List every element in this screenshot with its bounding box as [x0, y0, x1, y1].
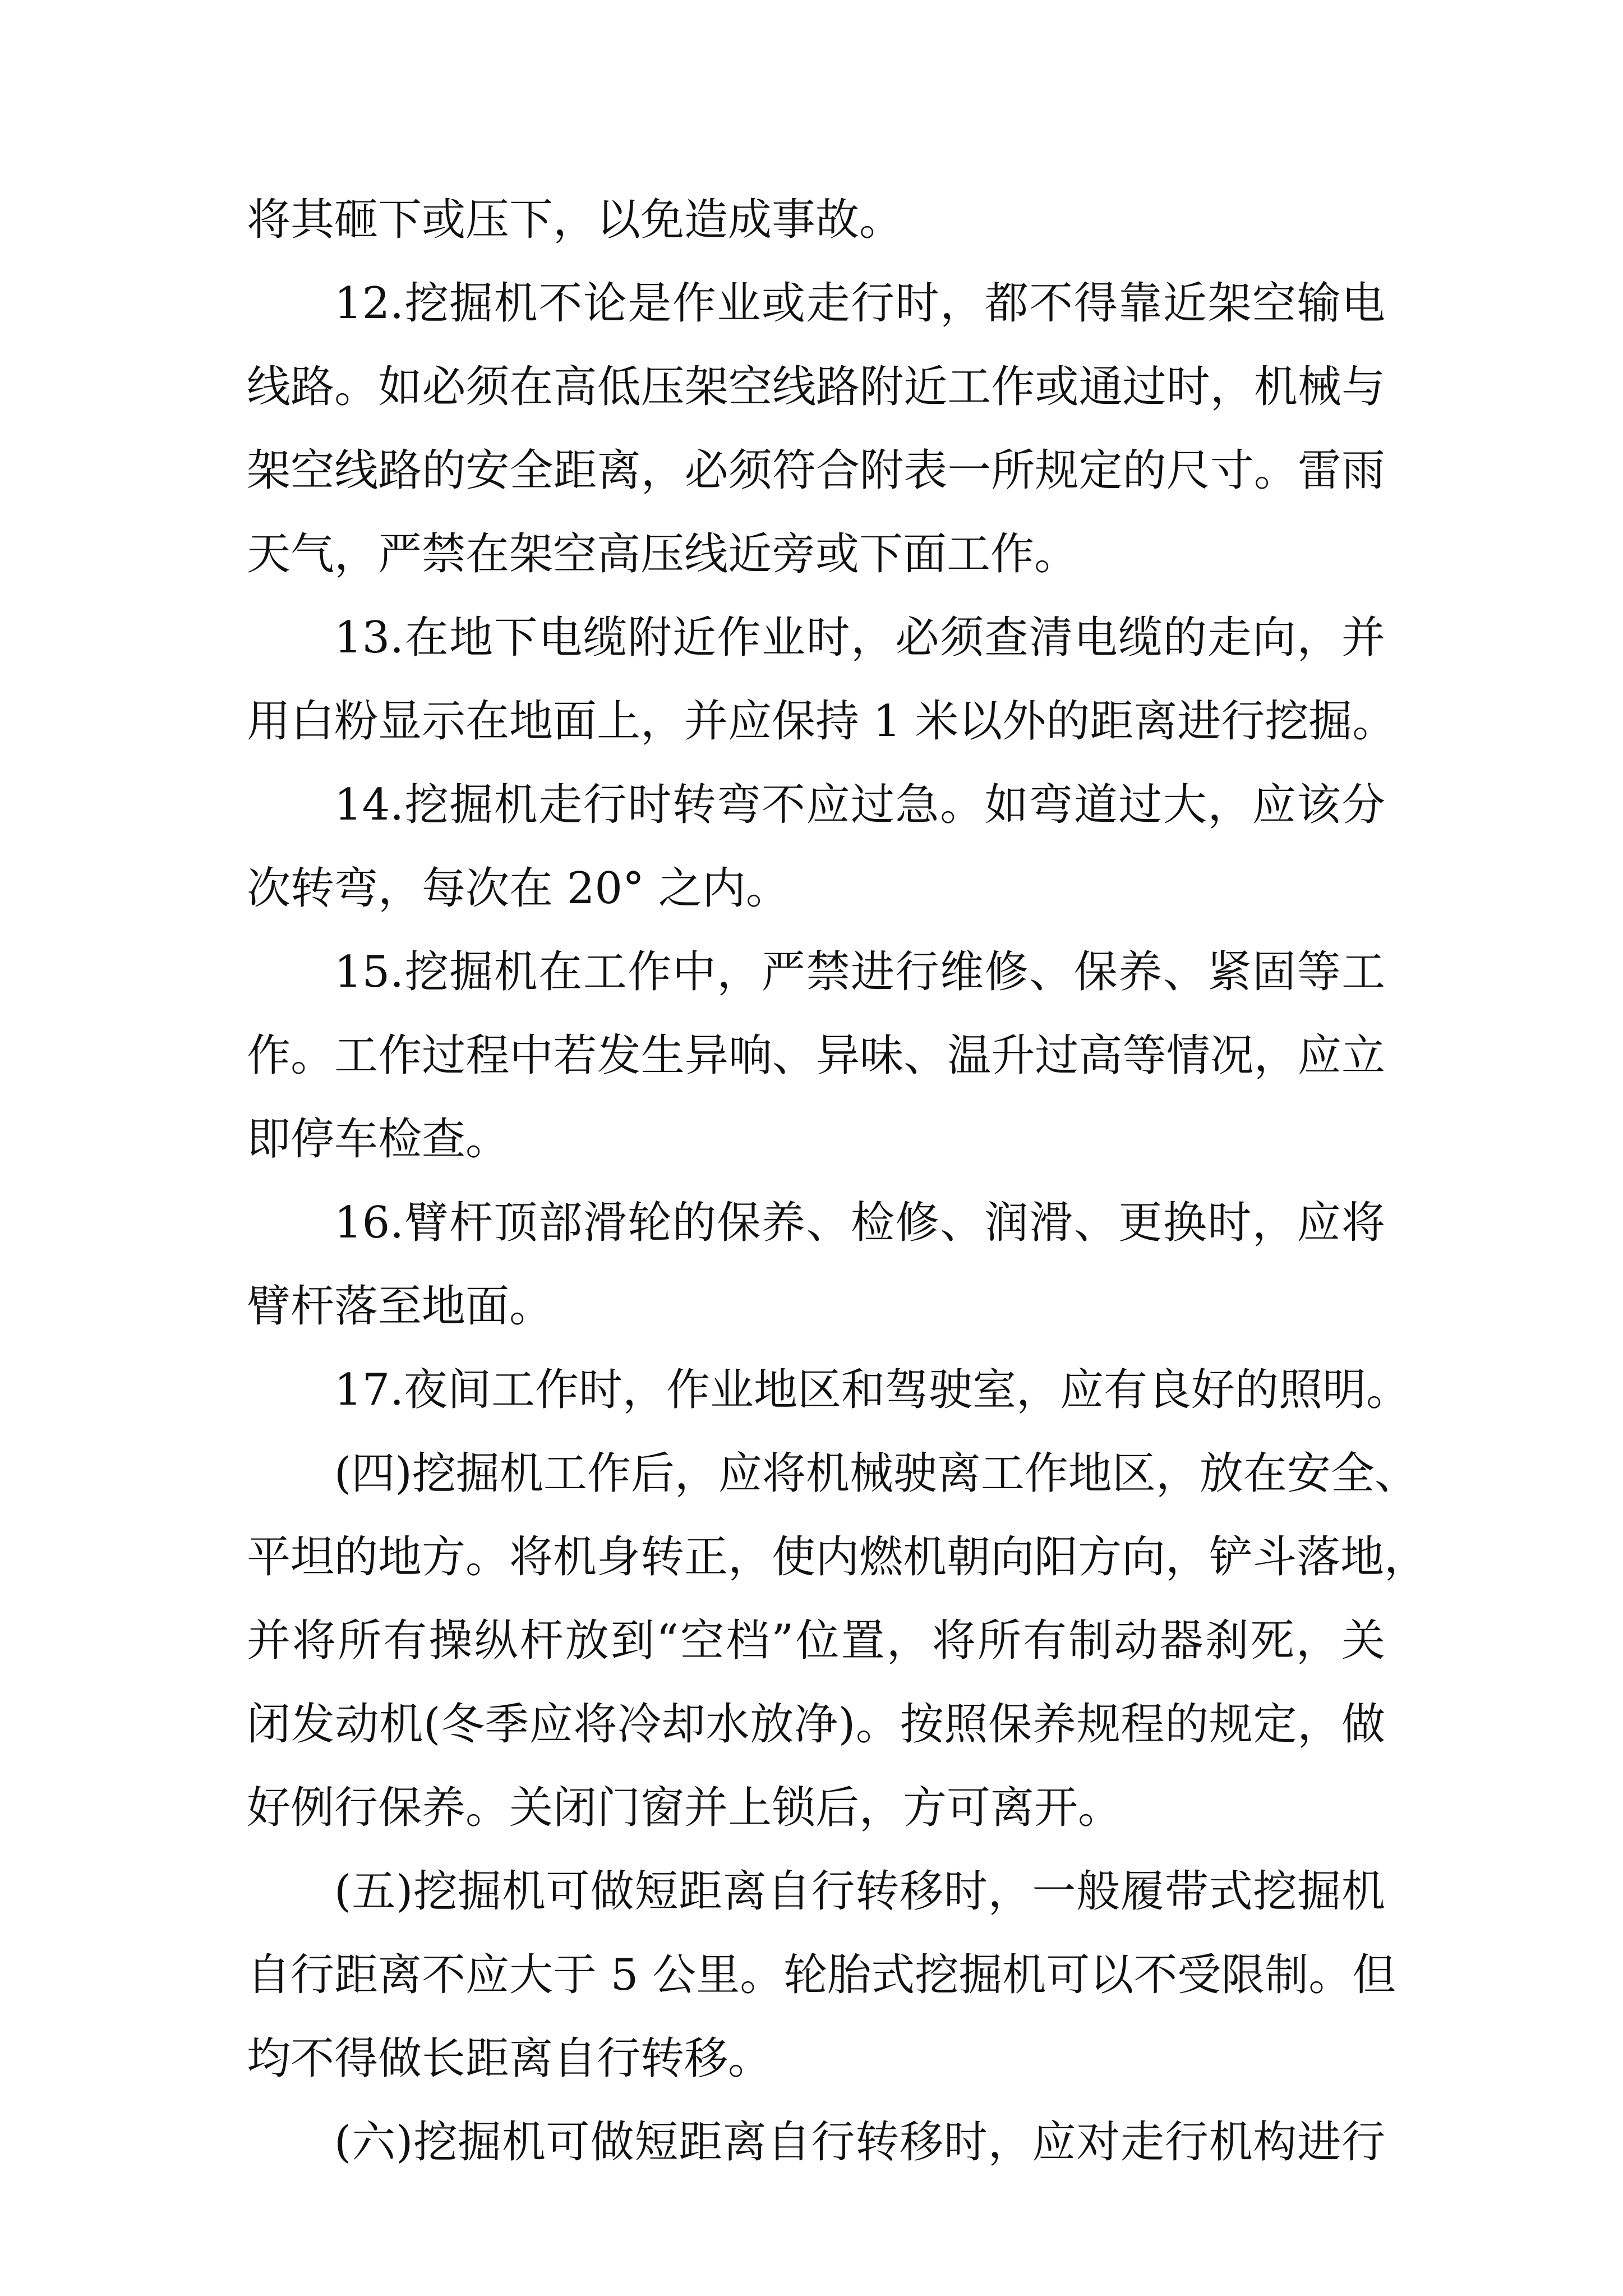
text-line: 次转弯，每次在 20° 之内。	[247, 863, 790, 914]
text-line: 好例行保养。关闭门窗并上锁后，方可离开。	[247, 1783, 1122, 1833]
body-text	[247, 178, 1428, 2184]
text-line: 用白粉显示在地面上，并应保持 1 米以外的距离进行挖掘。	[247, 696, 1396, 747]
text-line: 13.在地下电缆附近作业时，必须查清电缆的走向，并	[334, 613, 1385, 663]
text-line: 12.挖掘机不论是作业或走行时，都不得靠近架空输电	[334, 278, 1385, 329]
text-line: (六)挖掘机可做短距离自行转移时，应对走行机构进行	[334, 2117, 1385, 2168]
text-line: 将其砸下或压下，以免造成事故。	[247, 195, 903, 245]
text-line: 作。工作过程中若发生异响、异味、温升过高等情况，应立	[247, 1030, 1385, 1081]
text-line: 即停车检查。	[247, 1114, 510, 1165]
text-line: 14.挖掘机走行时转弯不应过急。如弯道过大，应该分	[334, 780, 1385, 830]
text-line: 均不得做长距离自行转移。	[247, 2033, 772, 2084]
text-line: 并将所有操纵杆放到“空档”位置，将所有制动器刹死，关	[247, 1616, 1385, 1666]
text-line: 天气，严禁在架空高压线近旁或下面工作。	[247, 529, 1078, 579]
text-line: 臂杆落至地面。	[247, 1281, 554, 1332]
text-line: 17.夜间工作时，作业地区和驾驶室，应有良好的照明。	[334, 1365, 1410, 1415]
text-line: 自行距离不应大于 5 公里。轮胎式挖掘机可以不受限制。但	[247, 1950, 1396, 2000]
text-line: 闭发动机(冬季应将冷却水放净)。按照保养规程的规定，做	[247, 1699, 1385, 1750]
text-line: 架空线路的安全距离，必须符合附表一所规定的尺寸。雷雨	[247, 445, 1385, 496]
text-line: 15.挖掘机在工作中，严禁进行维修、保养、紧固等工	[334, 947, 1385, 997]
text-line: (五)挖掘机可做短距离自行转移时，一般履带式挖掘机	[334, 1866, 1385, 1917]
text-line: (四)挖掘机工作后，应将机械驶离工作地区，放在安全、	[334, 1448, 1418, 1499]
text-line: 线路。如必须在高低压架空线路附近工作或通过时，机械与	[247, 362, 1385, 412]
text-line: 16.臂杆顶部滑轮的保养、检修、润滑、更换时，应将	[334, 1198, 1385, 1248]
text-line: 平坦的地方。将机身转正，使内燃机朝向阳方向，铲斗落地，	[247, 1532, 1428, 1582]
